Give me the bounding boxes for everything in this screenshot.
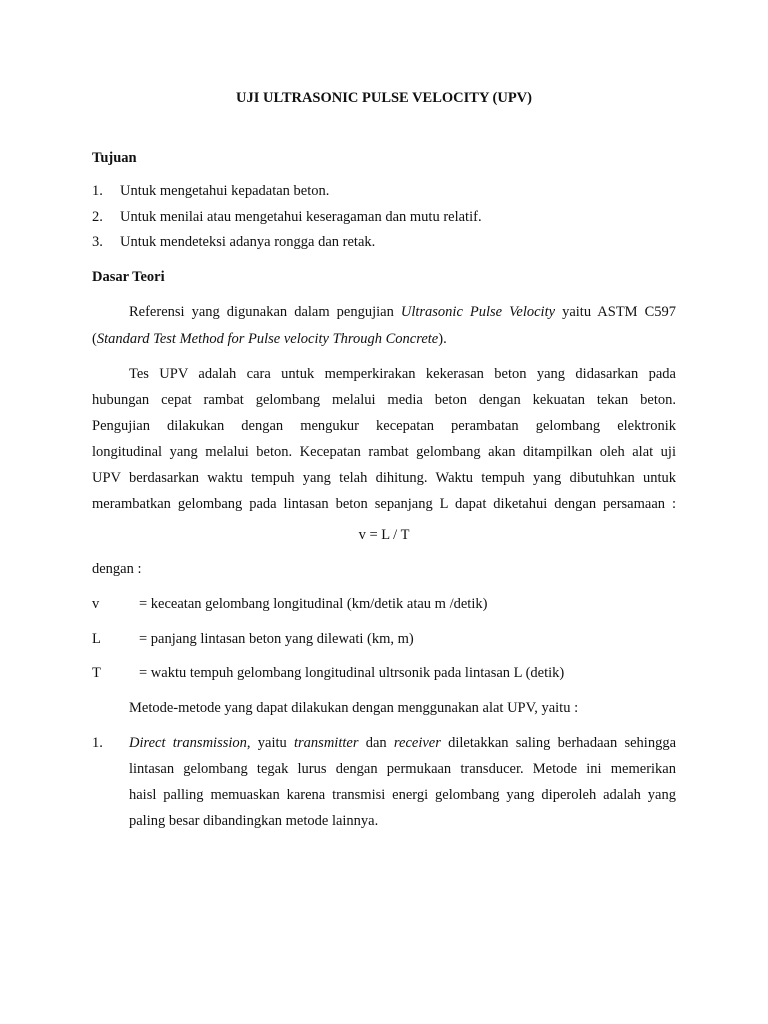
tujuan-heading: Tujuan <box>92 150 137 166</box>
definition-text: = waktu tempuh gelombang longitudinal ultrsonik pada lintasan L (detik) <box>139 665 565 681</box>
document-title: UJI ULTRASONIC PULSE VELOCITY (UPV) <box>236 90 532 106</box>
definition-text: = keceatan gelombang longitudinal (km/detik atau m /detik) <box>139 596 488 612</box>
text-run-italic: Ultrasonic Pulse Velocity <box>400 304 556 320</box>
definition-symbol: v <box>92 596 100 612</box>
paragraph-upv-line: merambatkan gelombang pada lintasan beton sepanjang L dapat diketahui dengan persamaan : <box>92 496 676 512</box>
paragraph-upv-line: hubungan cepat rambat gelombang melalui media beton dengan kekuatan tekan beton. <box>92 392 676 408</box>
metode-item-number: 1. <box>92 735 103 751</box>
paragraph-referensi-line-2 <box>92 331 447 348</box>
dasar-teori-heading: Dasar Teori <box>92 269 165 285</box>
equation: v = L / T <box>358 527 410 543</box>
definition-symbol: T <box>92 665 101 681</box>
text-run-italic: Direct transmission <box>129 735 247 751</box>
metode-item-line: paling besar dibandingkan metode lainnya. <box>129 813 379 829</box>
paragraph-upv-line: Pengujian dilakukan dengan mengukur kecepatan perambatan gelombang elektronik <box>92 418 676 434</box>
paragraph-upv-line: longitudinal yang melalui beton. Kecepatan rambat gelombang akan ditampilkan oleh alat uji <box>92 444 676 460</box>
definition-text: = panjang lintasan beton yang dilewati (km, m) <box>139 631 414 647</box>
metode-item-line-1 <box>129 735 676 752</box>
text-run-italic: receiver <box>393 735 441 751</box>
paragraph-referensi-line-1 <box>129 304 676 321</box>
text-run: diletakkan saling berhadaan sehingga <box>448 735 677 751</box>
paragraph-upv-line: UPV berdasarkan waktu tempuh yang telah dihitung. Waktu tempuh yang dibutuhkan untuk <box>92 470 676 486</box>
text-run: , yaitu <box>246 735 287 751</box>
text-run: ). <box>438 331 447 347</box>
paragraph-upv-line: Tes UPV adalah cara untuk memperkirakan kekerasan beton yang didasarkan pada <box>129 366 676 382</box>
tujuan-item-text: Untuk menilai atau mengetahui keseragaman dan mutu relatif. <box>120 209 482 225</box>
definition-symbol: L <box>92 631 101 647</box>
tujuan-item-number: 2. <box>92 209 103 225</box>
metode-item-line: haisl palling memuaskan karena transmisi energi gelombang yang diperoleh adalah yang <box>129 787 676 803</box>
text-run-italic: Standard Test Method for Pulse velocity Through Concrete <box>96 331 439 347</box>
metode-item-line: lintasan gelombang tegak lurus dengan permukaan transducer. Metode ini memerikan <box>129 761 676 777</box>
text-run: ( <box>92 331 97 347</box>
text-run-italic: transmitter <box>294 735 359 751</box>
tujuan-item-text: Untuk mengetahui kepadatan beton. <box>120 183 330 199</box>
dengan-label: dengan : <box>92 561 142 577</box>
tujuan-item-number: 1. <box>92 183 103 199</box>
tujuan-item-text: Untuk mendeteksi adanya rongga dan retak. <box>120 234 376 250</box>
tujuan-item-number: 3. <box>92 234 103 250</box>
text-run: Referensi yang digunakan dalam pengujian <box>129 304 394 320</box>
text-run: yaitu ASTM C597 <box>562 304 677 320</box>
text-run: dan <box>365 735 387 751</box>
metode-intro: Metode-metode yang dapat dilakukan dengan menggunakan alat UPV, yaitu : <box>129 700 579 716</box>
